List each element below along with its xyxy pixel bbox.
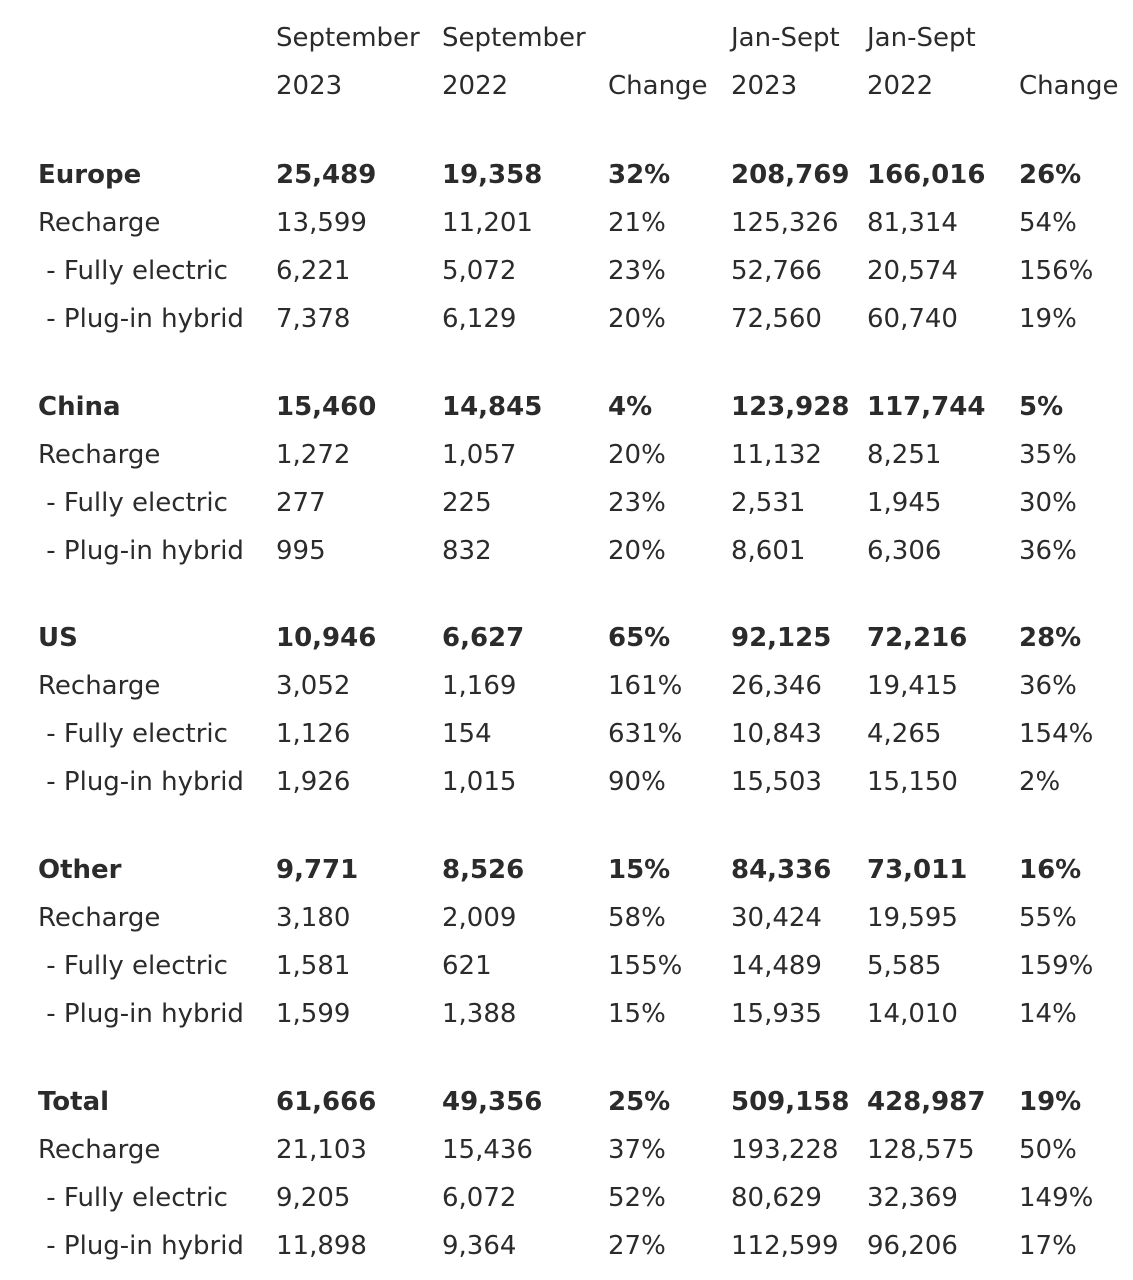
column-header-line2: Change [1019, 71, 1119, 101]
column-header-line2: 2023 [276, 71, 343, 101]
table-cell: 14,489 [731, 951, 822, 981]
table-cell: 3,180 [276, 903, 351, 933]
row-label: Total [38, 1087, 110, 1117]
table-cell: 15,460 [276, 392, 377, 422]
table-cell: 17% [1019, 1231, 1077, 1261]
table-cell: 2,531 [731, 488, 806, 518]
table-cell: 96,206 [867, 1231, 958, 1261]
table-cell: 6,306 [867, 536, 942, 566]
row-label: - Fully electric [38, 1183, 228, 1213]
table-cell: 2,009 [442, 903, 517, 933]
row-label: - Plug-in hybrid [38, 767, 244, 797]
table-cell: 125,326 [731, 208, 839, 238]
table-cell: 6,129 [442, 304, 517, 334]
table-cell: 20,574 [867, 256, 958, 286]
table-cell: 1,926 [276, 767, 351, 797]
table-cell: 14% [1019, 999, 1077, 1029]
row-label: Recharge [38, 440, 161, 470]
table-cell: 4,265 [867, 719, 942, 749]
table-cell: 112,599 [731, 1231, 839, 1261]
table-cell: 52% [608, 1183, 666, 1213]
table-cell: 156% [1019, 256, 1094, 286]
table-cell: 19,415 [867, 671, 958, 701]
table-cell: 23% [608, 488, 666, 518]
table-cell: 7,378 [276, 304, 351, 334]
table-cell: 73,011 [867, 855, 968, 885]
table-cell: 21,103 [276, 1135, 367, 1165]
table-cell: 27% [608, 1231, 666, 1261]
table-cell: 20% [608, 440, 666, 470]
table-cell: 1,057 [442, 440, 517, 470]
table-cell: 30,424 [731, 903, 822, 933]
table-cell: 19% [1019, 1087, 1082, 1117]
table-cell: 1,581 [276, 951, 351, 981]
table-cell: 36% [1019, 536, 1077, 566]
table-cell: 832 [442, 536, 492, 566]
row-label: - Fully electric [38, 951, 228, 981]
table-cell: 8,251 [867, 440, 942, 470]
table-cell: 37% [608, 1135, 666, 1165]
table-cell: 9,205 [276, 1183, 351, 1213]
table-cell: 60,740 [867, 304, 958, 334]
table-cell: 8,601 [731, 536, 806, 566]
row-label: US [38, 623, 78, 653]
table-cell: 117,744 [867, 392, 986, 422]
table-cell: 15,935 [731, 999, 822, 1029]
table-cell: 25% [608, 1087, 671, 1117]
table-cell: 15% [608, 855, 671, 885]
table-cell: 55% [1019, 903, 1077, 933]
table-cell: 11,201 [442, 208, 533, 238]
table-cell: 15,503 [731, 767, 822, 797]
table-cell: 509,158 [731, 1087, 850, 1117]
column-header-line1: September [276, 23, 420, 53]
table-cell: 166,016 [867, 160, 986, 190]
column-header-line1: Jan-Sept [867, 23, 976, 53]
column-header-line2: 2022 [442, 71, 509, 101]
row-label: - Fully electric [38, 256, 228, 286]
row-label: - Plug-in hybrid [38, 999, 244, 1029]
row-label: China [38, 392, 121, 422]
table-cell: 26,346 [731, 671, 822, 701]
column-header-line2: 2023 [731, 71, 798, 101]
table-cell: 32% [608, 160, 671, 190]
table-cell: 84,336 [731, 855, 832, 885]
table-cell: 5,072 [442, 256, 517, 286]
table-cell: 26% [1019, 160, 1082, 190]
table-cell: 149% [1019, 1183, 1094, 1213]
table-cell: 9,364 [442, 1231, 517, 1261]
table-cell: 72,560 [731, 304, 822, 334]
row-label: Recharge [38, 903, 161, 933]
table-cell: 193,228 [731, 1135, 839, 1165]
table-cell: 5% [1019, 392, 1064, 422]
table-cell: 16% [1019, 855, 1082, 885]
column-header-line1: September [442, 23, 586, 53]
column-header-line2: Change [608, 71, 708, 101]
table-cell: 19,358 [442, 160, 543, 190]
table-cell: 1,599 [276, 999, 351, 1029]
table-cell: 11,132 [731, 440, 822, 470]
table-cell: 3,052 [276, 671, 351, 701]
table-cell: 225 [442, 488, 492, 518]
table-cell: 1,945 [867, 488, 942, 518]
table-cell: 36% [1019, 671, 1077, 701]
table-cell: 54% [1019, 208, 1077, 238]
table-cell: 631% [608, 719, 683, 749]
row-label: Recharge [38, 208, 161, 238]
table-cell: 621 [442, 951, 492, 981]
column-header-line2: 2022 [867, 71, 934, 101]
table-cell: 6,221 [276, 256, 351, 286]
table-cell: 19,595 [867, 903, 958, 933]
row-label: Europe [38, 160, 142, 190]
table-cell: 11,898 [276, 1231, 367, 1261]
table-cell: 52,766 [731, 256, 822, 286]
table-cell: 21% [608, 208, 666, 238]
table-cell: 1,126 [276, 719, 351, 749]
table-cell: 92,125 [731, 623, 832, 653]
row-label: - Plug-in hybrid [38, 304, 244, 334]
table-cell: 61,666 [276, 1087, 377, 1117]
row-label: - Plug-in hybrid [38, 536, 244, 566]
table-cell: 10,843 [731, 719, 822, 749]
table-cell: 20% [608, 304, 666, 334]
table-cell: 154 [442, 719, 492, 749]
table-cell: 14,845 [442, 392, 543, 422]
table-cell: 155% [608, 951, 683, 981]
table-cell: 1,015 [442, 767, 517, 797]
table-cell: 10,946 [276, 623, 377, 653]
table-cell: 90% [608, 767, 666, 797]
table-cell: 25,489 [276, 160, 377, 190]
row-label: Recharge [38, 1135, 161, 1165]
table-cell: 14,010 [867, 999, 958, 1029]
table-cell: 1,388 [442, 999, 517, 1029]
row-label: - Plug-in hybrid [38, 1231, 244, 1261]
table-cell: 154% [1019, 719, 1094, 749]
table-cell: 123,928 [731, 392, 850, 422]
table-cell: 4% [608, 392, 653, 422]
table-cell: 15% [608, 999, 666, 1029]
table-cell: 50% [1019, 1135, 1077, 1165]
table-cell: 208,769 [731, 160, 850, 190]
table-cell: 58% [608, 903, 666, 933]
table-cell: 159% [1019, 951, 1094, 981]
table-cell: 30% [1019, 488, 1077, 518]
table-cell: 23% [608, 256, 666, 286]
table-cell: 19% [1019, 304, 1077, 334]
table-cell: 128,575 [867, 1135, 975, 1165]
table-cell: 15,436 [442, 1135, 533, 1165]
table-cell: 80,629 [731, 1183, 822, 1213]
table-cell: 8,526 [442, 855, 525, 885]
table-cell: 20% [608, 536, 666, 566]
table-cell: 15,150 [867, 767, 958, 797]
table-cell: 428,987 [867, 1087, 986, 1117]
table-cell: 72,216 [867, 623, 968, 653]
table-cell: 9,771 [276, 855, 359, 885]
table-cell: 2% [1019, 767, 1061, 797]
table-cell: 161% [608, 671, 683, 701]
table-cell: 49,356 [442, 1087, 543, 1117]
column-header-line1: Jan-Sept [731, 23, 840, 53]
table-cell: 995 [276, 536, 326, 566]
row-label: Recharge [38, 671, 161, 701]
table-cell: 1,169 [442, 671, 517, 701]
row-label: - Fully electric [38, 719, 228, 749]
table-cell: 6,627 [442, 623, 525, 653]
table-cell: 32,369 [867, 1183, 958, 1213]
row-label: - Fully electric [38, 488, 228, 518]
row-label: Other [38, 855, 122, 885]
table-cell: 65% [608, 623, 671, 653]
table-cell: 28% [1019, 623, 1082, 653]
table-cell: 1,272 [276, 440, 351, 470]
table-cell: 5,585 [867, 951, 942, 981]
table-cell: 35% [1019, 440, 1077, 470]
table-cell: 277 [276, 488, 326, 518]
table-cell: 81,314 [867, 208, 958, 238]
table-cell: 6,072 [442, 1183, 517, 1213]
table-cell: 13,599 [276, 208, 367, 238]
